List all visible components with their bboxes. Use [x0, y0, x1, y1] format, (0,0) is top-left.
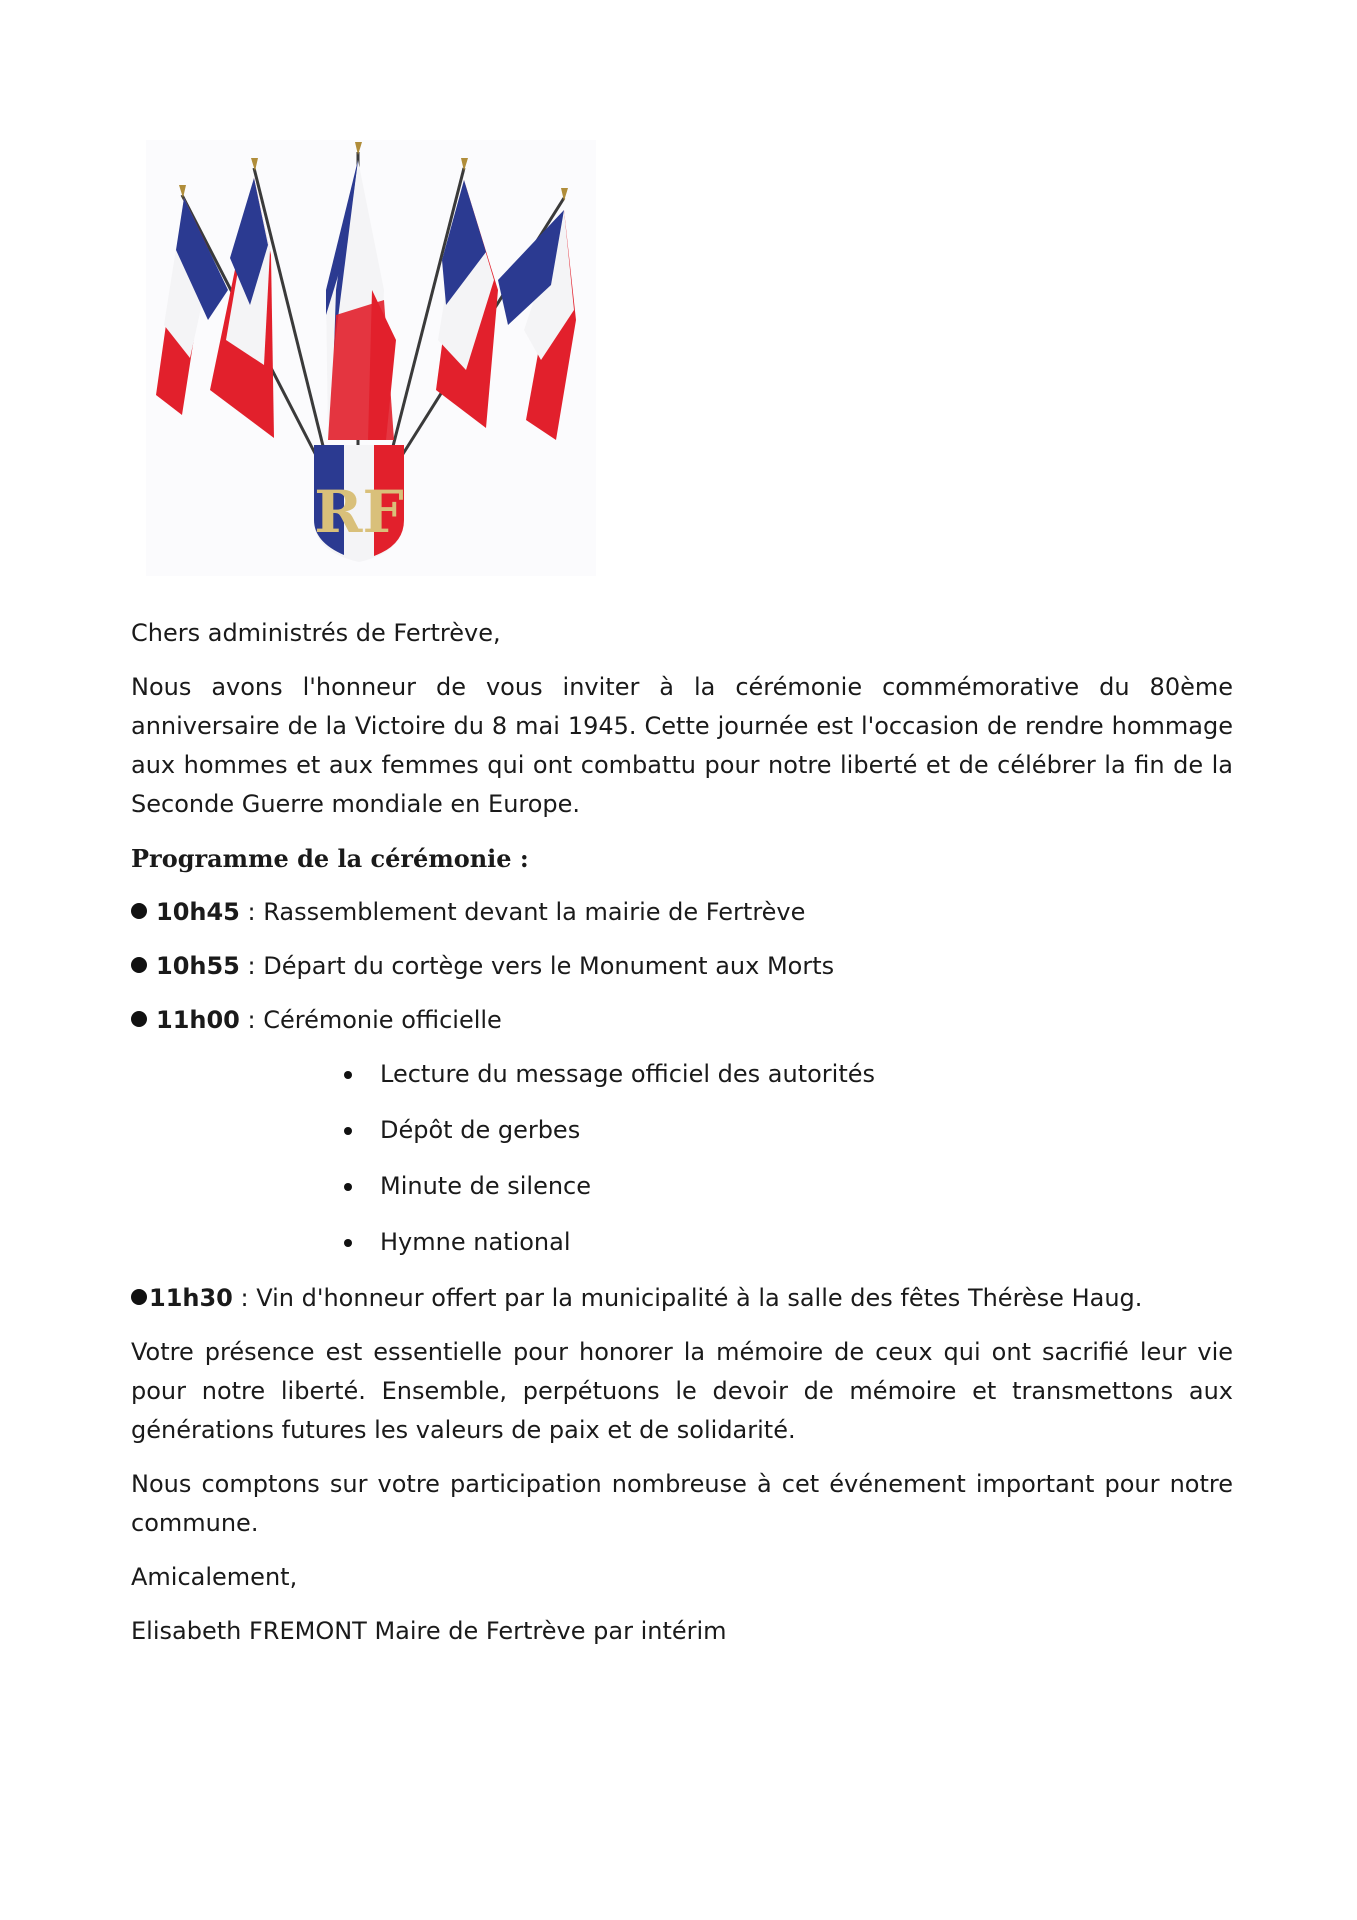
ceremony-subitems — [131, 1055, 1233, 1262]
presence-paragraph: Votre présence est essentielle pour honorer la mémoire de ceux qui ont sacrifié leur vie pour notre liberté. Ensemble, perpétuons le devoir de mémoire et transmettons aux générations futures les valeurs de paix et de solidarité. — [131, 1338, 1233, 1444]
program-desc: : Vin d'honneur offert par la municipalité à la salle des fêtes Thérèse Haug. — [232, 1284, 1143, 1312]
bullet-icon — [344, 1239, 352, 1247]
flag-5 — [498, 210, 576, 440]
ceremony-subitem: Minute de silence — [344, 1167, 1233, 1206]
program-time: 10h55 — [156, 952, 240, 980]
ceremony-subitem: Dépôt de gerbes — [344, 1111, 1233, 1150]
program-item — [131, 893, 1233, 932]
bullet-icon — [131, 1011, 147, 1027]
program-item — [131, 1001, 1233, 1040]
ceremony-subitem: Lecture du message officiel des autorités — [344, 1055, 1233, 1094]
pole-tips — [179, 142, 568, 201]
flag-2 — [210, 178, 274, 438]
closing: Amicalement, — [131, 1563, 298, 1591]
bullet-icon — [131, 1289, 147, 1305]
program-desc: : Cérémonie officielle — [239, 1006, 502, 1034]
rf-shield — [314, 445, 404, 562]
rf-monogram: RF — [314, 478, 404, 546]
intro-paragraph: Nous avons l'honneur de vous inviter à la cérémonie commémorative du 80ème anniversaire de la Victoire du 8 mai 1945. Cette journée est l'occasion de rendre hommage aux hommes et aux femmes qui ont combattu pour notre liberté et de célébrer la fin de la Seconde Guerre mondiale en Europe. — [131, 673, 1233, 818]
bullet-icon — [344, 1127, 352, 1135]
program-time: 10h45 — [156, 898, 240, 926]
bullet-icon — [344, 1071, 352, 1079]
ceremony-subitem: Hymne national — [344, 1223, 1233, 1262]
program-desc: : Départ du cortège vers le Monument aux Morts — [239, 952, 835, 980]
bullet-icon — [131, 903, 147, 919]
participation-paragraph: Nous comptons sur votre participation nombreuse à cet événement important pour notre commune. — [131, 1470, 1233, 1537]
letter-body — [131, 614, 1233, 1666]
bullet-icon — [131, 957, 147, 973]
greeting: Chers administrés de Fertrève, — [131, 619, 501, 647]
program-time: 11h30 — [149, 1284, 233, 1312]
program-time: 11h00 — [156, 1006, 240, 1034]
program-item — [131, 1279, 1233, 1318]
flag-3 — [326, 160, 396, 440]
flags-illustration — [146, 140, 596, 576]
program-desc: : Rassemblement devant la mairie de Fertrève — [239, 898, 806, 926]
french-flags-emblem-image — [146, 140, 596, 576]
bullet-icon — [344, 1183, 352, 1191]
flag-4 — [436, 180, 498, 428]
program-item — [131, 947, 1233, 986]
program-heading: Programme de la cérémonie : — [131, 844, 529, 873]
signature: Elisabeth FREMONT Maire de Fertrève par intérim — [131, 1617, 727, 1645]
